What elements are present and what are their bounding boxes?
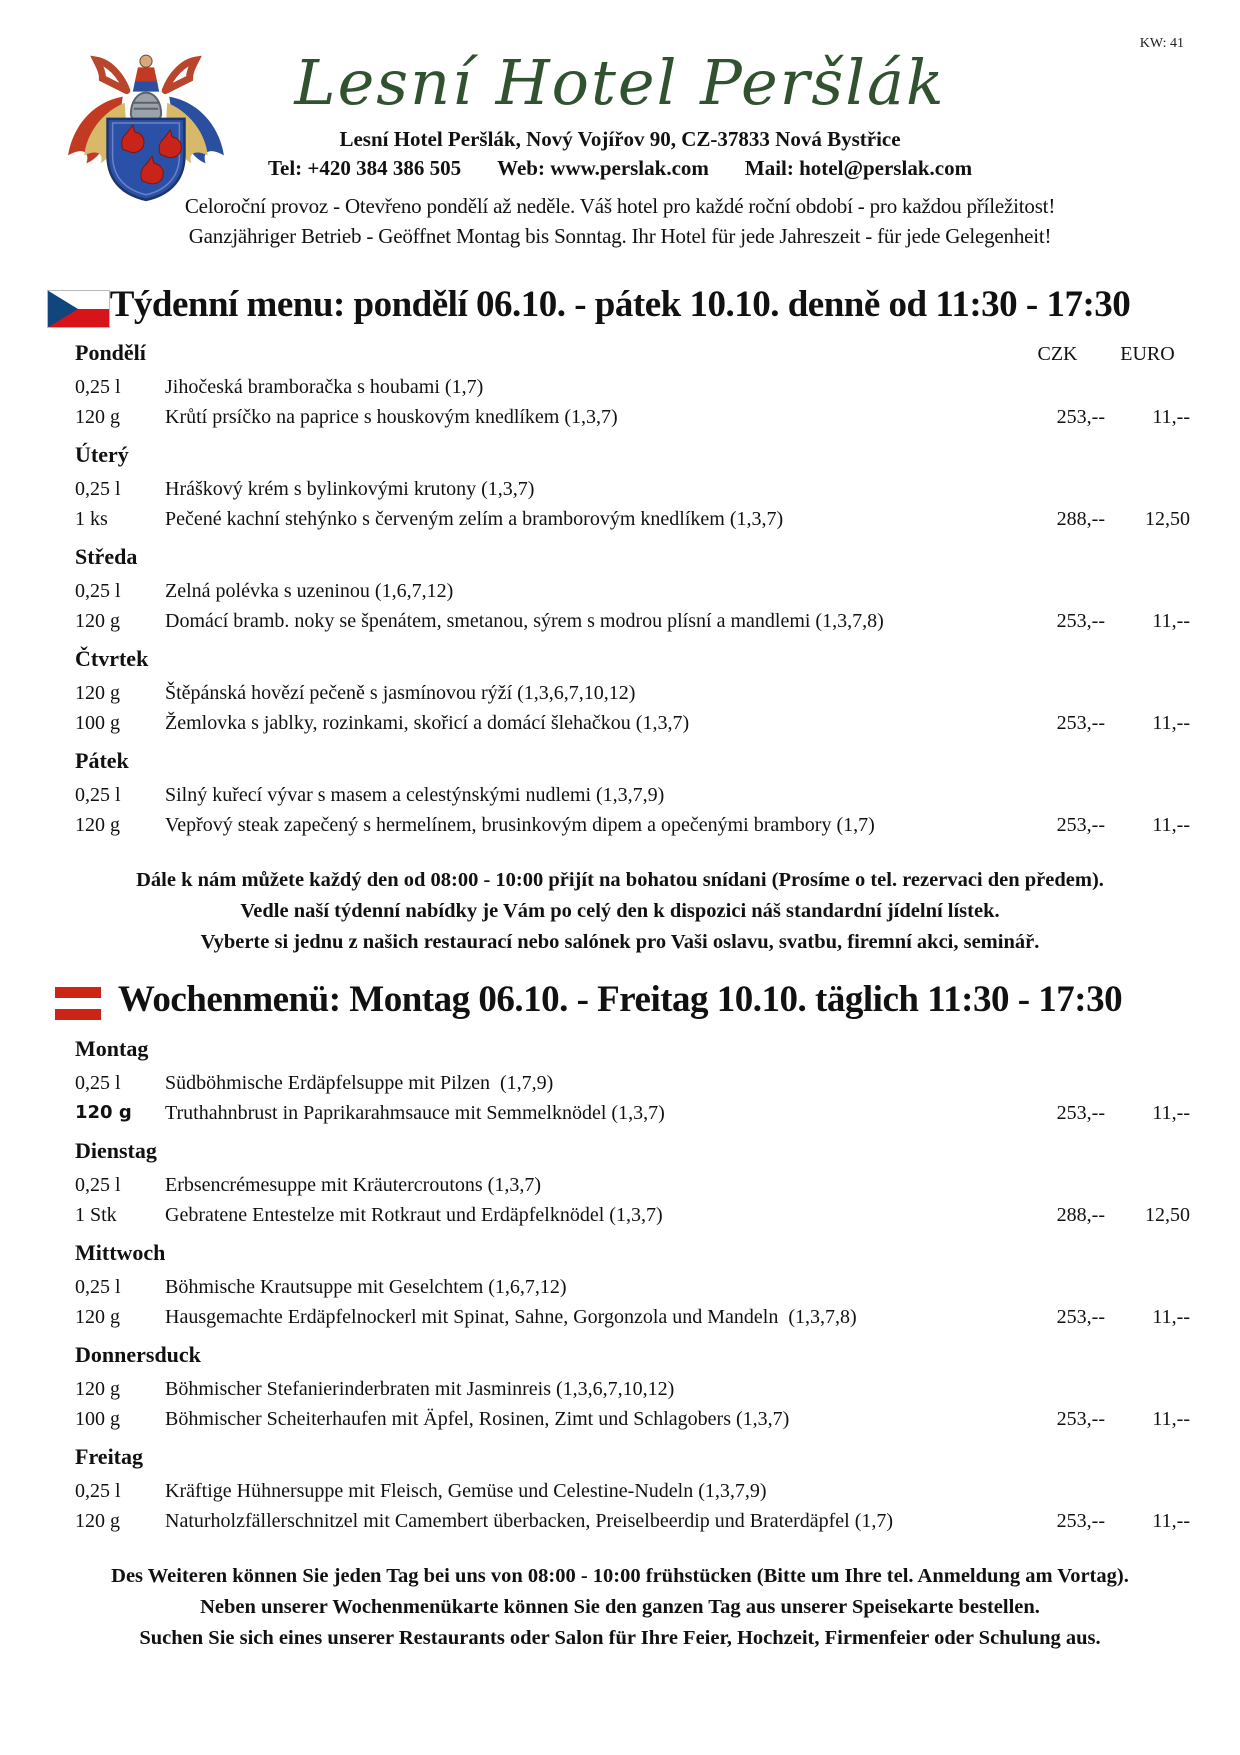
item-price-euro xyxy=(1105,780,1190,810)
day-name: Freitag xyxy=(75,1443,144,1469)
item-description: Hausgemachte Erdäpfelnockerl mit Spinat, Sahne, Gorgonzola und Mandeln (1,3,7,8) xyxy=(165,1305,857,1328)
day-name: Donnersduck xyxy=(75,1341,201,1367)
item-price-euro xyxy=(1105,474,1190,504)
item-price-euro: 11,-- xyxy=(1152,1101,1190,1124)
menu-item-row xyxy=(75,606,1190,636)
item-quantity: 1 Stk xyxy=(75,1203,117,1226)
item-price-euro xyxy=(1105,1272,1190,1302)
german-menu-section xyxy=(0,977,1240,1648)
item-description: Böhmischer Stefanierinderbraten mit Jasminreis (1,3,6,7,10,12) xyxy=(165,1377,675,1400)
item-price-czk: 253,-- xyxy=(1056,610,1105,633)
day-name: Dienstag xyxy=(75,1137,157,1163)
footer-note: Dále k nám můžete každý den od 08:00 - 10:00 přijít na bohatou snídani (Prosíme o tel. rezervaci den předem). xyxy=(136,869,1104,892)
item-quantity: 1 ks xyxy=(75,508,108,531)
footer-note: Neben unserer Wochenmenükarte können Sie den ganzen Tag aus unserer Speisekarte bestellen. xyxy=(200,1595,1040,1618)
menu-item-row xyxy=(75,1098,1190,1128)
day-group xyxy=(75,1342,1190,1434)
item-quantity: 100 g xyxy=(75,712,120,735)
item-quantity: 100 g xyxy=(75,1407,120,1430)
menu-item-row xyxy=(75,504,1190,534)
menu-item-row xyxy=(75,576,1190,606)
menu-item-row xyxy=(75,372,1190,402)
hotel-phone: Tel: +420 384 386 505 xyxy=(267,156,462,181)
item-quantity: 0,25 l xyxy=(75,1071,121,1094)
day-name: Čtvrtek xyxy=(75,646,149,672)
item-quantity: 0,25 l xyxy=(75,1173,121,1196)
item-description: Truthahnbrust in Paprikarahmsauce mit Semmelknödel (1,3,7) xyxy=(165,1101,665,1124)
hotel-address: Lesní Hotel Peršlák, Nový Vojířov 90, CZ-37833 Nová Bystřice xyxy=(339,127,901,152)
item-price-euro: 11,-- xyxy=(1152,406,1190,429)
item-price-euro xyxy=(1105,576,1190,606)
day-header-row xyxy=(75,1342,1190,1374)
item-price-czk xyxy=(1010,576,1105,606)
item-quantity: 120 g xyxy=(75,1509,120,1532)
hotel-crest-logo xyxy=(60,50,232,202)
item-price-euro: 11,-- xyxy=(1152,814,1190,837)
menu-item-row xyxy=(75,708,1190,738)
section-heading-czech: Týdenní menu: pondělí 06.10. - pátek 10.10. denně od 11:30 - 17:30 xyxy=(109,284,1131,326)
section-heading-german: Wochenmenü: Montag 06.10. - Freitag 10.10. täglich 11:30 - 17:30 xyxy=(117,979,1123,1021)
item-price-euro: 11,-- xyxy=(1152,1407,1190,1430)
item-price-czk xyxy=(1010,678,1105,708)
day-header-row xyxy=(75,646,1190,678)
day-group xyxy=(75,340,1190,432)
footer-note: Suchen Sie sich eines unserer Restaurants oder Salon für Ihre Feier, Hochzeit, Firmenfeier oder Schulung aus. xyxy=(139,1626,1101,1649)
item-price-czk xyxy=(1010,1374,1105,1404)
day-group xyxy=(75,748,1190,840)
item-price-czk: 253,-- xyxy=(1056,1305,1105,1328)
czk-column-header: CZK xyxy=(1037,343,1078,366)
hotel-website: Web: www.perslak.com xyxy=(497,156,709,181)
day-header-row xyxy=(75,1036,1190,1068)
czech-flag-icon xyxy=(47,290,110,333)
item-description: Vepřový steak zapečený s hermelínem, brusinkovým dipem a opečenými brambory (1,7) xyxy=(165,814,875,837)
item-description: Naturholzfällerschnitzel mit Camembert überbacken, Preiselbeerdip und Braterdäpfel (1,7) xyxy=(165,1509,894,1532)
czech-menu-section xyxy=(0,282,1240,953)
hotel-title: Lesní Hotel Peršlák xyxy=(294,46,946,119)
item-price-euro: 11,-- xyxy=(1152,610,1190,633)
item-description: Štěpánská hovězí pečeně s jasmínovou rýží (1,3,6,7,10,12) xyxy=(165,682,636,705)
item-price-czk: 253,-- xyxy=(1056,1407,1105,1430)
menu-item-row xyxy=(75,780,1190,810)
item-quantity: 0,25 l xyxy=(75,1479,121,1502)
item-quantity: 0,25 l xyxy=(75,580,121,603)
item-quantity: 0,25 l xyxy=(75,478,121,501)
day-group xyxy=(75,646,1190,738)
menu-item-row xyxy=(75,402,1190,432)
item-quantity: 120 g xyxy=(75,1101,132,1123)
euro-column-header: EURO xyxy=(1120,343,1175,366)
german-menu-footer xyxy=(0,1566,1240,1649)
item-price-euro: 11,-- xyxy=(1152,712,1190,735)
menu-item-row xyxy=(75,1374,1190,1404)
item-quantity: 0,25 l xyxy=(75,376,121,399)
day-header-row xyxy=(75,748,1190,780)
day-name: Mittwoch xyxy=(75,1239,166,1265)
item-price-czk xyxy=(1010,1272,1105,1302)
day-group xyxy=(75,1240,1190,1332)
item-quantity: 120 g xyxy=(75,1305,120,1328)
menu-item-row xyxy=(75,1272,1190,1302)
item-price-czk: 253,-- xyxy=(1056,712,1105,735)
day-group xyxy=(75,442,1190,534)
item-description: Böhmische Krautsuppe mit Geselchtem (1,6,7,12) xyxy=(165,1275,567,1298)
czech-menu-table xyxy=(0,328,1240,840)
item-description: Krůtí prsíčko na paprice s houskovým knedlíkem (1,3,7) xyxy=(165,406,618,429)
item-price-euro xyxy=(1105,372,1190,402)
item-quantity: 0,25 l xyxy=(75,1275,121,1298)
day-header-row xyxy=(75,1444,1190,1476)
czech-menu-heading-row xyxy=(0,282,1240,328)
item-description: Kräftige Hühnersuppe mit Fleisch, Gemüse und Celestine-Nudeln (1,3,7,9) xyxy=(165,1479,767,1502)
item-description: Böhmischer Scheiterhaufen mit Äpfel, Rosinen, Zimt und Schlagobers (1,3,7) xyxy=(165,1407,790,1430)
day-header-row xyxy=(75,1240,1190,1272)
item-price-euro xyxy=(1105,1476,1190,1506)
menu-item-row xyxy=(75,810,1190,840)
day-name: Pátek xyxy=(75,748,129,774)
week-number: KW: 41 xyxy=(1139,36,1184,51)
german-menu-table xyxy=(0,1024,1240,1536)
menu-item-row xyxy=(75,1200,1190,1230)
day-name: Středa xyxy=(75,544,138,570)
tagline-german: Ganzjähriger Betrieb - Geöffnet Montag bis Sonntag. Ihr Hotel für jede Jahreszeit - für jede Gelegenheit! xyxy=(188,224,1052,249)
item-description: Žemlovka s jablky, rozinkami, skořicí a domácí šlehačkou (1,3,7) xyxy=(165,712,690,735)
menu-item-row xyxy=(75,1170,1190,1200)
menu-item-row xyxy=(75,1506,1190,1536)
item-quantity: 120 g xyxy=(75,814,120,837)
item-price-euro xyxy=(1105,1068,1190,1098)
item-price-czk: 253,-- xyxy=(1056,1509,1105,1532)
menu-item-row xyxy=(75,678,1190,708)
item-price-czk: 288,-- xyxy=(1056,508,1105,531)
item-description: Domácí bramb. noky se špenátem, smetanou, sýrem s modrou plísní a mandlemi (1,3,7,8) xyxy=(165,610,884,633)
item-price-czk xyxy=(1010,1068,1105,1098)
item-price-euro xyxy=(1105,1374,1190,1404)
menu-item-row xyxy=(75,474,1190,504)
coat-of-arms-icon xyxy=(60,50,232,202)
item-description: Jihočeská bramboračka s houbami (1,7) xyxy=(165,376,484,399)
menu-item-row xyxy=(75,1302,1190,1332)
item-price-euro xyxy=(1105,678,1190,708)
item-price-czk xyxy=(1010,474,1105,504)
item-quantity: 120 g xyxy=(75,406,120,429)
menu-item-row xyxy=(75,1404,1190,1434)
day-group xyxy=(75,1036,1190,1128)
german-menu-heading-row xyxy=(0,977,1240,1023)
item-description: Südböhmische Erdäpfelsuppe mit Pilzen (1,7,9) xyxy=(165,1071,554,1094)
item-price-czk: 288,-- xyxy=(1056,1203,1105,1226)
item-quantity: 0,25 l xyxy=(75,784,121,807)
item-description: Silný kuřecí vývar s masem a celestýnskými nudlemi (1,3,7,9) xyxy=(165,784,665,807)
hotel-email: Mail: hotel@perslak.com xyxy=(744,156,973,181)
item-description: Gebratene Entestelze mit Rotkraut und Erdäpfelknödel (1,3,7) xyxy=(165,1203,663,1226)
czech-menu-footer xyxy=(0,870,1240,953)
item-price-czk: 253,-- xyxy=(1056,814,1105,837)
day-name: Pondělí xyxy=(75,340,146,366)
item-description: Pečené kachní stehýnko s červeným zelím a bramborovým knedlíkem (1,3,7) xyxy=(165,508,784,531)
item-description: Hráškový krém s bylinkovými krutony (1,3,7) xyxy=(165,478,535,501)
item-price-czk: 253,-- xyxy=(1056,406,1105,429)
day-group xyxy=(75,544,1190,636)
item-price-euro xyxy=(1105,1170,1190,1200)
day-header-row xyxy=(75,442,1190,474)
item-price-czk xyxy=(1010,1170,1105,1200)
item-price-euro: 12,50 xyxy=(1145,508,1190,531)
day-group xyxy=(75,1444,1190,1536)
item-price-euro: 11,-- xyxy=(1152,1305,1190,1328)
austrian-flag-icon xyxy=(55,987,101,1025)
item-quantity: 120 g xyxy=(75,1377,120,1400)
day-header-row xyxy=(75,544,1190,576)
footer-note: Vedle naší týdenní nabídky je Vám po celý den k dispozici náš standardní jídelní lístek. xyxy=(240,900,1000,923)
item-quantity: 120 g xyxy=(75,682,120,705)
day-header-row xyxy=(75,1138,1190,1170)
footer-note: Des Weiteren können Sie jeden Tag bei uns von 08:00 - 10:00 frühstücken (Bitte um Ihre tel. Anmeldung am Vortag). xyxy=(111,1564,1129,1587)
item-price-euro: 12,50 xyxy=(1145,1203,1190,1226)
day-name: Montag xyxy=(75,1035,149,1061)
menu-item-row xyxy=(75,1068,1190,1098)
item-quantity: 120 g xyxy=(75,610,120,633)
item-description: Zelná polévka s uzeninou (1,6,7,12) xyxy=(165,580,454,603)
item-description: Erbsencrémesuppe mit Kräutercroutons (1,3,7) xyxy=(165,1173,541,1196)
day-name: Úterý xyxy=(75,442,129,468)
menu-item-row xyxy=(75,1476,1190,1506)
tagline-czech: Celoroční provoz - Otevřeno pondělí až neděle. Váš hotel pro každé roční období - pro každou příležitost! xyxy=(184,194,1056,219)
day-header-row xyxy=(75,340,1190,372)
day-group xyxy=(75,1138,1190,1230)
item-price-czk: 253,-- xyxy=(1056,1101,1105,1124)
item-price-czk xyxy=(1010,780,1105,810)
item-price-czk xyxy=(1010,372,1105,402)
item-price-euro: 11,-- xyxy=(1152,1509,1190,1532)
footer-note: Vyberte si jednu z našich restaurací nebo salónek pro Vaši oslavu, svatbu, firemní akci, seminář. xyxy=(200,931,1040,954)
item-price-czk xyxy=(1010,1476,1105,1506)
